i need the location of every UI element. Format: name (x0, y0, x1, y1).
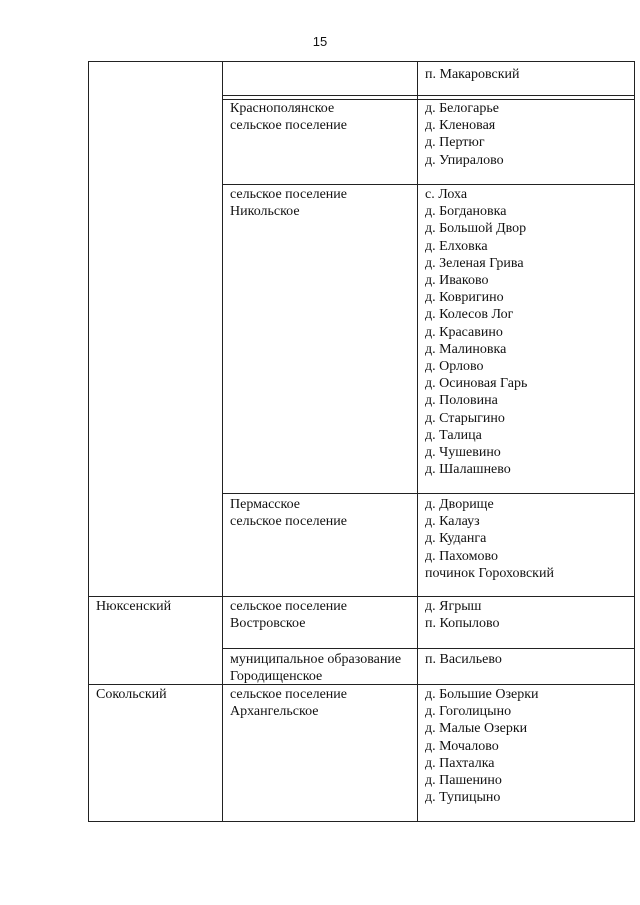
settlement-line: сельское поселение (230, 599, 347, 614)
settlement-line: муниципальное образование (230, 652, 402, 667)
locality-list (425, 598, 500, 632)
locality: д. Упиралово (425, 152, 504, 168)
settlement-line: Архангельское (230, 704, 319, 720)
locality: д. Пахталка (425, 755, 495, 771)
settlement-line: сельское поселение (230, 187, 347, 202)
settlement-line: Городищенское (230, 669, 323, 685)
locality: д. Зеленая Грива (425, 255, 524, 271)
locality: д. Большой Двор (425, 221, 527, 237)
locality: д. Кленовая (425, 118, 496, 134)
table-border-top (88, 61, 635, 62)
locality: д. Ягрыш (425, 599, 482, 614)
locality-list (425, 651, 502, 668)
locality-list (425, 100, 504, 169)
settlement-line: сельское поселение (230, 687, 347, 702)
settlement-line: Пермасское (230, 497, 300, 512)
locality: д. Чушевино (425, 445, 501, 461)
locality: д. Богдановка (425, 204, 507, 220)
locality: с. Лоха (425, 187, 468, 202)
row-divider (222, 648, 635, 649)
locality: д. Куданга (425, 531, 487, 547)
settlement-line: сельское поселение (230, 118, 347, 134)
settlement-name (230, 598, 347, 632)
locality: починок Гороховский (425, 565, 554, 581)
settlement-name (230, 186, 347, 220)
locality: д. Ковригино (425, 290, 504, 306)
locality: п. Копылово (425, 616, 500, 632)
locality: д. Белогарье (425, 101, 499, 116)
locality: д. Старыгино (425, 410, 505, 426)
locality: д. Красавино (425, 324, 503, 340)
locality: д. Калауз (425, 514, 480, 530)
table-border-bottom (88, 821, 635, 822)
locality-list (425, 496, 554, 582)
settlement-name (230, 686, 347, 720)
locality: д. Пашенино (425, 773, 502, 789)
row-divider (222, 493, 635, 494)
settlement-name (230, 100, 347, 134)
locality: д. Малиновка (425, 341, 507, 357)
locality-list (425, 66, 520, 83)
locality: д. Колесов Лог (425, 307, 514, 323)
settlement-line: сельское поселение (230, 514, 347, 530)
locality: д. Большие Озерки (425, 687, 539, 702)
column-divider-2 (417, 61, 418, 821)
locality: п. Васильево (425, 652, 502, 667)
locality: д. Дворище (425, 497, 494, 512)
locality-list (425, 686, 538, 806)
table-border-right (634, 61, 635, 821)
locality: д. Пертюг (425, 135, 485, 151)
locality-list (425, 186, 527, 478)
locality: д. Орлово (425, 359, 484, 375)
locality: д. Пахомово (425, 548, 499, 564)
locality: д. Тупицыно (425, 790, 501, 806)
settlement-line: Востровское (230, 616, 306, 632)
locality: д. Малые Озерки (425, 721, 528, 737)
settlement-line: Краснополянское (230, 101, 335, 116)
locality: д. Елховка (425, 238, 488, 254)
locality: д. Осиновая Гарь (425, 376, 528, 392)
district-name: Нюксенский (96, 599, 172, 614)
column-divider-1 (222, 61, 223, 821)
locality: д. Мочалово (425, 738, 499, 754)
row-divider (88, 596, 635, 597)
locality: д. Шалашнево (425, 462, 511, 478)
page-number: 15 (312, 34, 328, 49)
locality: п. Макаровский (425, 67, 520, 82)
row-divider (222, 184, 635, 185)
district-name: Сокольский (96, 687, 167, 702)
locality: д. Иваково (425, 273, 489, 289)
locality: д. Половина (425, 393, 498, 409)
locality: д. Гоголицыно (425, 704, 512, 720)
locality: д. Талица (425, 427, 482, 443)
row-divider (222, 95, 635, 96)
settlement-name (230, 496, 347, 530)
table-border-left (88, 61, 89, 821)
settlement-name (230, 651, 401, 685)
settlement-line: Никольское (230, 204, 300, 220)
